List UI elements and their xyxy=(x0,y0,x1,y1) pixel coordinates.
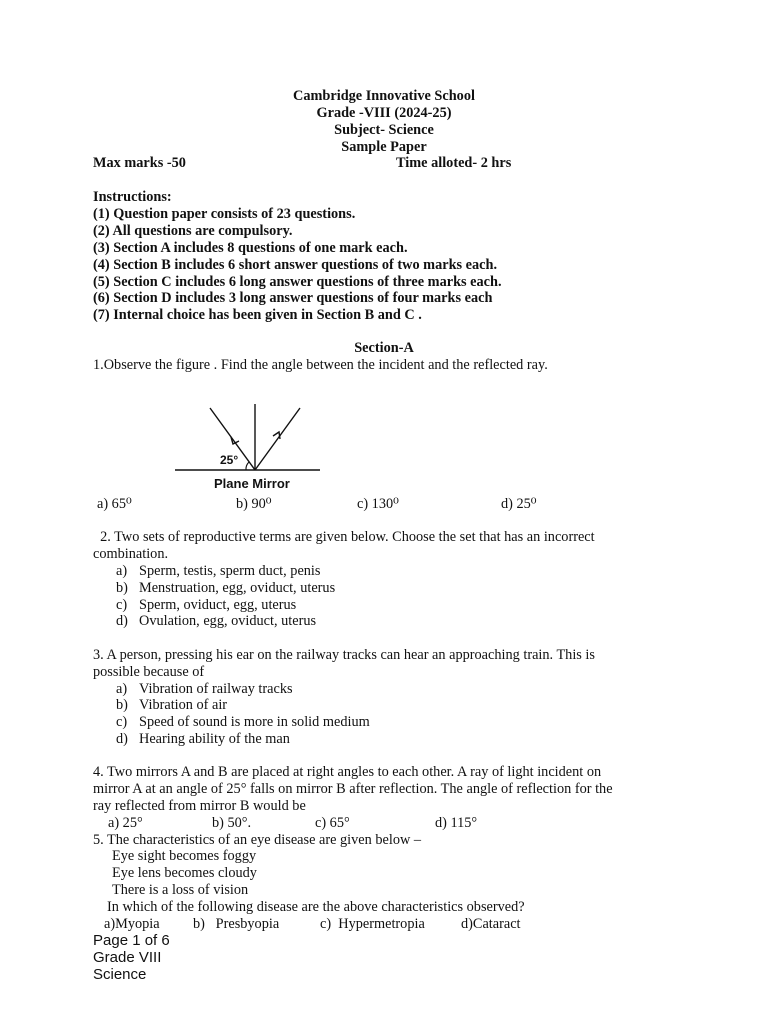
plane-mirror-figure xyxy=(170,398,325,494)
q4-text-line: ray reflected from mirror B would be xyxy=(93,798,306,814)
q2-option-label: c) xyxy=(116,597,128,613)
q2-option-label: a) xyxy=(116,563,128,579)
q3-option-text: Hearing ability of the man xyxy=(139,731,290,747)
instruction-item: (3) Section A includes 8 questions of one mark each. xyxy=(93,240,408,256)
instructions-heading: Instructions: xyxy=(93,189,172,205)
q2-text-line: combination. xyxy=(93,546,169,562)
q3-option-label: c) xyxy=(116,714,128,730)
q5-option-b: b) Presbyopia xyxy=(193,916,280,932)
figure-caption: Plane Mirror xyxy=(214,476,290,491)
footer-subject: Science xyxy=(93,966,147,983)
max-marks: Max marks -50 xyxy=(93,155,186,171)
q4-text-line: 4. Two mirrors A and B are placed at right angles to each other. A ray of light incident on xyxy=(93,764,602,780)
q5-option-c: c) Hypermetropia xyxy=(320,916,425,932)
q3-option-label: a) xyxy=(116,681,128,697)
footer-grade: Grade VIII xyxy=(93,949,162,966)
q5-symptom: Eye sight becomes foggy xyxy=(112,848,257,864)
reflected-ray xyxy=(255,408,300,470)
q2-option-text: Sperm, oviduct, egg, uterus xyxy=(139,597,297,613)
q2-option-text: Ovulation, egg, oviduct, uterus xyxy=(139,613,317,629)
paper-type: Sample Paper xyxy=(341,139,427,155)
q2-option-text: Menstruation, egg, oviduct, uterus xyxy=(139,580,336,596)
angle-arc xyxy=(246,462,249,470)
q5-option-d: d)Cataract xyxy=(461,916,521,932)
q2-option-label: d) xyxy=(116,613,128,629)
q4-text-line: mirror A at an angle of 25° falls on mirror B after reflection. The angle of reflection for the xyxy=(93,781,613,797)
q2-text-line: 2. Two sets of reproductive terms are given below. Choose the set that has an incorrect xyxy=(93,529,595,545)
q5-symptom: Eye lens becomes cloudy xyxy=(112,865,257,881)
q3-option-label: b) xyxy=(116,697,128,713)
q2-option-label: b) xyxy=(116,580,128,596)
grade-title: Grade -VIII (2024-25) xyxy=(316,105,452,121)
q4-option-a: a) 25° xyxy=(108,815,143,831)
instruction-item: (6) Section D includes 3 long answer questions of four marks each xyxy=(93,290,493,306)
school-name: Cambridge Innovative School xyxy=(293,88,475,104)
q1-text: 1.Observe the figure . Find the angle between the incident and the reflected ray. xyxy=(93,357,548,373)
subject-title: Subject- Science xyxy=(334,122,434,138)
instruction-item: (7) Internal choice has been given in Section B and C . xyxy=(93,307,422,323)
q1-option-d: d) 25⁰ xyxy=(501,496,537,512)
q5-question: In which of the following disease are the above characteristics observed? xyxy=(107,899,525,915)
q5-symptom: There is a loss of vision xyxy=(112,882,249,898)
q3-text-line: possible because of xyxy=(93,664,205,680)
q3-option-text: Vibration of railway tracks xyxy=(139,681,293,697)
section-a-title: Section-A xyxy=(354,340,414,356)
q3-option-text: Vibration of air xyxy=(139,697,228,713)
q4-option-c: c) 65° xyxy=(315,815,350,831)
q1-option-b: b) 90⁰ xyxy=(236,496,272,512)
time-allotted: Time alloted- 2 hrs xyxy=(396,155,512,171)
instruction-item: (5) Section C includes 6 long answer questions of three marks each. xyxy=(93,274,502,290)
q3-text-line: 3. A person, pressing his ear on the railway tracks can hear an approaching train. This is xyxy=(93,647,595,663)
q5-option-a: a)Myopia xyxy=(104,916,160,932)
instruction-item: (1) Question paper consists of 23 questions. xyxy=(93,206,356,222)
q4-option-d: d) 115° xyxy=(435,815,478,831)
q2-option-text: Sperm, testis, sperm duct, penis xyxy=(139,563,321,579)
q4-option-b: b) 50°. xyxy=(212,815,252,831)
q1-option-c: c) 130⁰ xyxy=(357,496,399,512)
q5-text: 5. The characteristics of an eye disease are given below – xyxy=(93,832,422,848)
q3-option-label: d) xyxy=(116,731,128,747)
q1-option-a: a) 65⁰ xyxy=(97,496,132,512)
footer-page-number: Page 1 of 6 xyxy=(93,932,170,949)
q3-option-text: Speed of sound is more in solid medium xyxy=(139,714,370,730)
instruction-item: (4) Section B includes 6 short answer questions of two marks each. xyxy=(93,257,498,273)
angle-label: 25° xyxy=(220,453,239,467)
instruction-item: (2) All questions are compulsory. xyxy=(93,223,293,239)
